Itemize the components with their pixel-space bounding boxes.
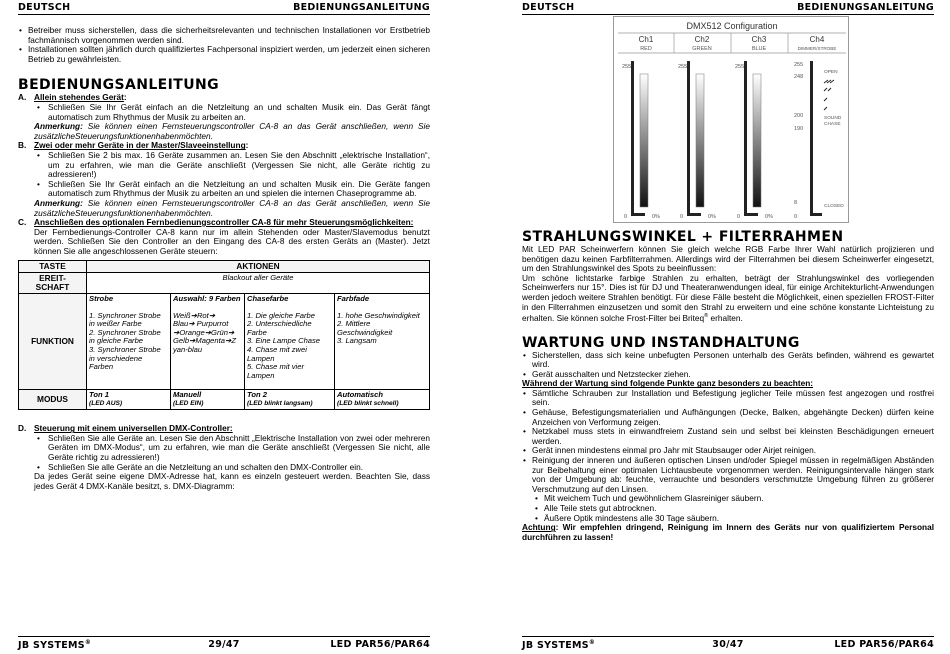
channel-name: RED [640, 46, 652, 52]
channel-level-bar [640, 74, 648, 207]
channel-level-bar [696, 74, 704, 207]
list-item: • Gehäuse, Befestigungsmaterialien und Aufhängungen (Decke, Balken, abgehängte Decken) dürfen keine Anzeichen von Verformung zeigen. [522, 408, 934, 427]
paragraph: Mit LED PAR Scheinwerfern können Sie gleich welche RGB Farbe Ihrer Wahl natürlich projizieren und benötigen dazu keinen Farbfilterrahmen. Allerdings wird der Filterrahmen bei diesem Scheinwerfer eingesetzt, um den Strahlungswinkel des Spots zu beeinflussen: [522, 244, 934, 274]
table-cell: Chasefarbe 1. Die gleiche Farbe 2. Unterschiedliche Farbe 3. Eine Lampe Chase 4. Chase mit zwei Lampen 5. Chase mit vier Lampen [245, 294, 335, 390]
row-label: FUNKTION [19, 294, 87, 390]
page-30 [522, 0, 934, 654]
list-item: • Reinigung der inneren und äußeren optischen Linsen und/oder Spiegel müssen in regelmäßigen Abständen zur Beibehaltung einer optimalen Lichtausbeute vorgenommen werden. Reinigungsintervalle hängen stark von der Umgebung ab: feuchte, verrauchte und besonders verschmutzte Umgebung führen zu größerer Verschmutzung auf den Linsen. [522, 456, 934, 494]
sub-list-item: • Äußere Optik mindestens alle 30 Tage säubern. [522, 514, 934, 524]
section-heading: WARTUNG UND INSTANDHALTUNG [522, 334, 800, 351]
subsection-d-title: D. Steuerung mit einem universellen DMX-Controller: [18, 423, 233, 434]
ch4-value: 255 [794, 62, 804, 68]
page-footer [522, 636, 934, 652]
ch4-value: 0 [794, 214, 798, 220]
list-item: • Schließen Sie alle Geräte an. Lesen Sie den Abschnitt „Elektrische Installation von zwei oder mehreren Geräten im DMX-Modus“, um zu erfahren, wie man die Geräte anschließt (Vergessen Sie nicht, alle Geräte richtig zu adressieren!) [34, 434, 430, 463]
page-number: 30/47 [712, 639, 744, 650]
page-header [18, 2, 430, 15]
header-language: DEUTSCH [522, 2, 575, 13]
list-item: • Schließen Sie Ihr Gerät einfach an die Netzleitung an und schalten Musik ein. Das Gerät fängt automatisch zum Rhythmus der Musik zu arbeiten an. [34, 103, 430, 122]
ch4-sound-label: SOUND CHASE [824, 116, 842, 127]
list-item: • Gerät ausschalten und Netzstecker ziehen. [522, 370, 934, 380]
ch4-value: 200 [794, 113, 804, 119]
ch4-open-label: OPEN [824, 70, 838, 75]
scale-min: 0 [624, 214, 628, 220]
intro-bullet: • Betreiber muss sicherstellen, dass die sicherheitsrelevanten und technischen Installationen vor Erstbetrieb fachmännisch vorgenommen werden sind. [18, 26, 430, 45]
list-item: • Gerät innen mindestens einmal pro Jahr mit Staubsauger oder Airjet reinigen. [522, 446, 934, 456]
list-item: • Sicherstellen, dass sich keine unbefugten Personen unterhalb des Geräts befinden, während es gewartet wird. [522, 351, 934, 370]
page-number: 29/47 [208, 639, 240, 650]
scale-max: 255 [735, 64, 745, 70]
channel-name: BLUE [751, 46, 767, 52]
table-cell: Manuell (LED EIN) [171, 390, 245, 410]
ch4-closed-label: CLOSED [824, 204, 844, 209]
dmx-title: DMX512 Configuration [686, 21, 778, 31]
subsection-c-title: C. Anschließen des optionalen Fernbedienungscontroller CA-8 für mehr Steuerungsmöglichkeiten: [18, 217, 414, 228]
list-item: • Sämtliche Schrauben zur Installation und Befestigung jeglicher Teile müssen fest angezogen und rostfrei sein. [522, 389, 934, 408]
subsection-c-body: Der Fernbedienungs-Controller CA-8 kann nur im allein Stehenden oder Master/Slavemodus benutzt werden. Schließen Sie den Controller an den Eingang des CA-8 des ersten Geräts an (Master). Jetzt können Sie alle angeschlossenen Geräte steuern: [34, 226, 430, 256]
page-header [522, 2, 934, 15]
controller-actions-table [18, 260, 430, 410]
scale-max: 255 [622, 64, 632, 70]
percent-label: 0% [708, 214, 716, 220]
ch4-value: 190 [794, 126, 804, 132]
scale-min: 0 [680, 214, 684, 220]
table-cell: Ton 2 (LED blinkt langsam) [245, 390, 335, 410]
channel-number: Ch3 [751, 35, 767, 44]
sub-list-item: • Mit weichem Tuch und gewöhnlichem Glasreiniger säubern. [522, 494, 934, 504]
section-heading: BEDIENUNGSANLEITUNG [18, 77, 219, 94]
list-item: • Schließen Sie Ihr Gerät einfach an die Netzleitung an und schalten Musik ein. Die Geräte fangen automatisch zum Rhythmus der Musik zu arbeiten an und spielen die internen Chaseprogramme ab. [34, 180, 430, 199]
channel-level-bar [753, 74, 761, 207]
channel-number: Ch1 [638, 35, 654, 44]
subsection-b-title: B. Zwei oder mehr Geräte in der Master/Slaveeinstellung: [18, 140, 249, 151]
page-footer [18, 636, 430, 652]
subsection-d-body [18, 434, 430, 472]
percent-label: 0% [652, 214, 660, 220]
table-cell: Auswahl: 9 Farben Weiß➔Rot➔ Blau➔ Purpurrot ➔Orange➔Grün➔ Gelb➔Magenta➔Z yan-blau [171, 294, 245, 390]
footer-brand: JB SYSTEMS® [522, 639, 596, 652]
list-item: • Schließen Sie 2 bis max. 16 Geräte zusammen an. Lesen Sie den Abschnitt „elektrische Installation“, um zu erfahren, wie man die Geräte anschließt (Vergessen Sie nicht, alle Geräte richtig zu adressieren!) [34, 151, 430, 180]
sub-list-item: • Alle Teile stets gut abtrocknen. [522, 504, 934, 514]
row-label: EREIT- SCHAFT [19, 273, 87, 294]
subsection-a-body [18, 103, 430, 141]
table-cell: Strobe 1. Synchroner Strobe in weißer Farbe 2. Synchroner Strobe in gleiche Farbe 3. Synchroner Strobe in verschiedene Farben [87, 294, 171, 390]
bracket-mark [744, 213, 758, 216]
channel-number: Ch4 [809, 35, 825, 44]
list-item: • Schließen Sie alle Geräte an die Netzleitung an und schalten den DMX-Controller ein. [34, 463, 430, 473]
bracket-mark [631, 213, 645, 216]
channel-name: GREEN [692, 46, 712, 52]
dmx-diagram-graphic [614, 17, 850, 224]
channel-name: DIMMER/STROBE [797, 46, 837, 51]
table-cell: Farbfade 1. hohe Geschwindigkeit 2. Mittlere Geschwindigkeit 3. Langsam [335, 294, 430, 390]
table-cell: Automatisch (LED blinkt schnell) [335, 390, 430, 410]
bracket-mark [631, 61, 634, 215]
footer-brand: JB SYSTEMS® [18, 639, 92, 652]
channel-number: Ch2 [694, 35, 710, 44]
bracket-mark [687, 213, 701, 216]
header-language: DEUTSCH [18, 2, 71, 13]
table-cell: Ton 1 (LED AUS) [87, 390, 171, 410]
subsection-b-body [18, 151, 430, 218]
list-item: • Netzkabel muss stets in einwandfreiem Zustand sein und selbst bei kleinsten Beschädigungen erneuert werden. [522, 427, 934, 446]
table-cell: Blackout aller Geräte [87, 273, 430, 294]
percent-label: 0% [765, 214, 773, 220]
bracket-mark [744, 61, 747, 215]
intro-bullet: • Installationen sollten jährlich durch qualifiziertes Fachpersonal inspiziert werden, um jederzeit einen sicheren Betrieb zu gewährleisten. [18, 45, 430, 64]
bracket-mark [810, 213, 822, 216]
strobe-marks [824, 80, 834, 110]
row-label: MODUS [19, 390, 87, 410]
dmx-diagram [613, 16, 849, 223]
table-header: TASTE [19, 261, 87, 273]
section-heading: STRAHLUNGSWINKEL + FILTERRAHMEN [522, 229, 844, 245]
scale-max: 255 [678, 64, 688, 70]
ch4-value: 248 [794, 74, 804, 80]
footer-model: LED PAR56/PAR64 [834, 639, 934, 650]
table-header: AKTIONEN [87, 261, 430, 273]
page-body [18, 26, 430, 491]
header-title: BEDIENUNGSANLEITUNG [797, 2, 934, 13]
bracket-mark [810, 61, 813, 215]
bracket-mark [687, 61, 690, 215]
page-29 [18, 0, 430, 654]
subsection-a-title: A. Allein stehendes Gerät: [18, 92, 127, 103]
scale-min: 0 [737, 214, 741, 220]
footer-model: LED PAR56/PAR64 [330, 639, 430, 650]
subsection-d-text: Da jedes Gerät seine eigene DMX-Adresse hat, kann es einzeln gesteuert werden. Beachten Sie, dass jedes Gerät 4 DMX-Kanäle besitzt, s. DMX-Diagramm: [34, 471, 430, 491]
maintenance-subheading: Während der Wartung sind folgende Punkte ganz besonders zu beachten: [522, 378, 814, 389]
header-title: BEDIENUNGSANLEITUNG [293, 2, 430, 13]
note: Anmerkung: Sie können einen Fernsteuerungscontroller CA-8 an das Gerät anschließen, wenn Sie zusätzlicheSteuerungsfunktionenhabenmöchten. [34, 121, 430, 141]
note: Anmerkung: Sie können einen Fernsteuerungscontroller CA-8 an das Gerät anschließen, wenn Sie zusätzlicheSteuerungsfunktionenhabenmöchten. [34, 197, 430, 218]
paragraph: Um schöne lichtstarke farbige Strahlen zu erhalten, beträgt der Strahlungswinkel des vorliegenden Scheinwerfers nur 15°. Dies ist für DJ und Theateranwendungen ideal, für einige Architekturlicht-Anwendungen werden jedoch weitere Strahlen benötigt. Für diese Fälle besteht die Möglichkeit, einen speziellen FROST-Filter in den Filterrahmen einzusetzen und somit den Strahl zu erweitern und eine schöne konstante Lichteistung zu erhalten. Sie können solche Frost-Filter bei Briteq® erhalten. [522, 272, 934, 323]
ch4-value: 8 [794, 200, 798, 206]
warning-note: Achtung: Wir empfehlen dringend, Reinigung im Innern des Geräts nur von qualifiziertem Personal durchführen zu lassen! [522, 522, 934, 542]
page-body [522, 229, 934, 542]
